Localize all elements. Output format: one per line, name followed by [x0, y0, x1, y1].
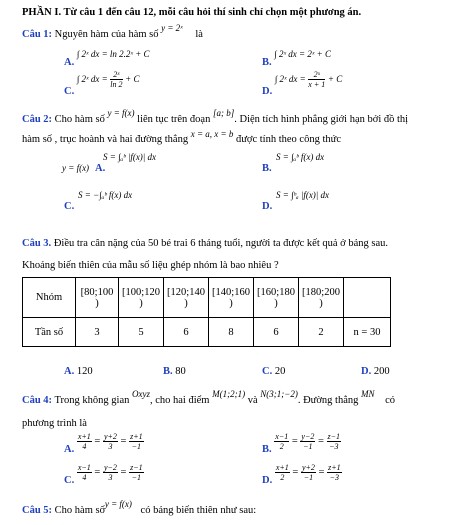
- table-header-cell: Nhóm: [23, 278, 76, 318]
- table-cell: 8: [209, 318, 254, 347]
- text: . Đường thẳng: [297, 395, 359, 406]
- table-cell: [160;180 ): [254, 278, 299, 318]
- q4-option-c[interactable]: C. $\frac{x-1}{4}$ = $\frac{y-2}{3}$ = $\frac{z-1}{-1}$: [64, 463, 143, 486]
- text: có bảng biến thiên như sau:: [140, 505, 257, 516]
- q1-option-a[interactable]: [64, 49, 150, 68]
- fraction: $\frac{x+1}{2}$: [275, 463, 289, 482]
- section-header: PHẦN I. Từ câu 1 đến câu 12, mỗi câu hỏi thí sinh chỉ chọn một phương án.: [22, 7, 362, 18]
- option-key: B.: [262, 163, 272, 174]
- option-key: B.: [262, 57, 272, 68]
- fraction: $\frac{z-1}{-3}$: [327, 432, 341, 451]
- option-key: D.: [262, 201, 273, 212]
- q1-option-b[interactable]: [262, 49, 331, 68]
- text: , cho hai điểm: [149, 395, 210, 406]
- option-key: A.: [95, 163, 106, 174]
- q3-option-d[interactable]: D. 200: [361, 366, 390, 377]
- math: N(3;1;−2): [260, 389, 298, 399]
- table-cell: 3: [76, 318, 119, 347]
- fraction: $\frac{\text{2ˣ}}{x + 1}$: [308, 70, 326, 89]
- option-key: D.: [262, 474, 273, 486]
- question-2-line-2: [22, 129, 341, 145]
- question-3-line-2: Khoảng biến thiên của mẫu số liệu ghép nhóm là bao nhiêu ?: [22, 260, 279, 271]
- q1-option-c[interactable]: [64, 70, 140, 97]
- option-expr: S = −∫ₐᵇ f(x) dx: [78, 190, 133, 200]
- table-row-groups: [23, 278, 391, 318]
- table-cell: 5: [119, 318, 164, 347]
- q2-option-d[interactable]: [262, 190, 329, 212]
- text: . Diện tích hình phẳng giới hạn bởi đồ thị: [234, 114, 409, 125]
- q3-option-a[interactable]: A. 120: [64, 366, 93, 377]
- option-expr: ∫ 2ˣ dx =: [274, 73, 306, 84]
- text: và: [247, 395, 258, 406]
- question-2-line-1: [22, 108, 409, 125]
- fraction: $\frac{y+2}{-1}$: [301, 463, 315, 482]
- option-key: A.: [64, 443, 75, 455]
- question-1-func: y = 2ˣ: [161, 23, 183, 33]
- table-cell: [140;160 ): [209, 278, 254, 318]
- question-1-tail: là: [195, 29, 203, 40]
- q4-option-b[interactable]: B. $\frac{x-1}{2}$ = $\frac{y-2}{-1}$ = $\frac{z-1}{-3}$: [262, 432, 341, 455]
- text: Trong không gian: [54, 395, 130, 406]
- table-cell: 6: [254, 318, 299, 347]
- text: Cho hàm số: [54, 114, 105, 125]
- math: y = f(x): [107, 108, 135, 118]
- math: y = f(x): [104, 499, 132, 509]
- fraction: $\frac{x+1}{4}$: [77, 432, 91, 451]
- question-1-label: Câu 1:: [22, 29, 53, 40]
- text: , trục hoành và hai đường thẳng: [54, 134, 189, 145]
- text: hàm số: [22, 134, 53, 145]
- math: MN: [361, 389, 375, 399]
- table-cell: [180;200 ): [299, 278, 344, 318]
- fraction: $\frac{x-1}{4}$: [77, 463, 91, 482]
- option-expr: S = ∫ᵇₐ |f(x)| dx: [276, 190, 330, 200]
- q2-option-b[interactable]: [262, 152, 324, 174]
- q4-option-d[interactable]: D. $\frac{x+1}{2}$ = $\frac{y+2}{-1}$ = $\frac{z+1}{-3}$: [262, 463, 341, 486]
- q1-option-d[interactable]: [262, 70, 343, 97]
- option-expr: ∫ 2ˣ dx = ln 2.2ˣ + C: [76, 49, 150, 59]
- fraction: $\frac{y-2}{-1}$: [301, 432, 315, 451]
- question-5: [22, 499, 257, 516]
- frequency-table: [22, 277, 391, 347]
- question-1-text: Nguyên hàm của hàm số: [54, 29, 159, 40]
- table-cell-total: n = 30: [344, 318, 391, 347]
- math: [a; b]: [212, 108, 235, 118]
- question-2-func: y = f(x): [62, 163, 90, 173]
- option-key: C.: [64, 85, 75, 97]
- option-expr: S = ∫ₐᵇ f(x) dx: [276, 152, 325, 162]
- question-3-line-1: [22, 238, 388, 249]
- table-cell: [80;100 ): [76, 278, 119, 318]
- math: Oxyz: [131, 389, 150, 399]
- table-row-frequency: [23, 318, 391, 347]
- text: được tính theo công thức: [235, 134, 341, 145]
- table-cell: 6: [164, 318, 209, 347]
- text: Điều tra cân nặng của 50 bé trai 6 tháng tuổi, người ta được kết quả ở bảng sau.: [53, 238, 389, 249]
- question-1: [22, 23, 203, 40]
- question-3-label: Câu 3.: [22, 238, 52, 249]
- question-5-label: Câu 5:: [22, 505, 53, 516]
- option-expr: S = ∫ₐᵇ |f(x)| dx: [103, 152, 157, 162]
- q2-option-a[interactable]: [95, 152, 157, 174]
- question-4-label: Câu 4:: [22, 395, 53, 406]
- question-4-line-1: [22, 389, 396, 406]
- math: M(1;2;1): [212, 389, 246, 399]
- text: có: [385, 395, 396, 406]
- fraction: $\frac{y-2}{3}$: [103, 463, 117, 482]
- table-cell: 2: [299, 318, 344, 347]
- fraction: $\frac{z+1}{-3}$: [328, 463, 341, 482]
- fraction: $\frac{z-1}{-1}$: [130, 463, 143, 482]
- q2-option-c[interactable]: [64, 190, 132, 212]
- table-cell: [100;120 ): [119, 278, 164, 318]
- q4-option-a[interactable]: A. $\frac{x+1}{4}$ = $\frac{y+2}{3}$ = $\frac{z+1}{-1}$: [64, 432, 143, 455]
- fraction: $\frac{\text{2ˣ}}{\ln 2}$: [110, 70, 123, 89]
- table-cell-empty: [344, 278, 391, 318]
- table-header-cell: Tần số: [23, 318, 76, 347]
- fraction: $\frac{y+2}{3}$: [103, 432, 117, 451]
- text: liên tục trên đoạn: [137, 114, 211, 125]
- option-key: B.: [262, 443, 272, 455]
- option-key: D.: [262, 85, 273, 97]
- question-2-label: Câu 2:: [22, 114, 53, 125]
- table-cell: [120;140 ): [164, 278, 209, 318]
- option-key: C.: [64, 201, 75, 212]
- option-key: C.: [64, 474, 75, 486]
- math: x = a, x = b: [190, 129, 234, 139]
- option-expr: ∫ 2ˣ dx =: [76, 73, 108, 84]
- q3-option-c[interactable]: C. 20: [262, 366, 286, 377]
- fraction: $\frac{x-1}{2}$: [275, 432, 289, 451]
- text: Cho hàm số: [54, 505, 105, 516]
- option-expr-tail: + C: [327, 73, 343, 84]
- option-expr-tail: + C: [125, 73, 140, 84]
- q3-option-b[interactable]: B. 80: [163, 366, 186, 377]
- question-4-line-2: phương trình là: [22, 418, 87, 429]
- option-expr: ∫ 2ˣ dx = 2ˣ + C: [274, 49, 331, 59]
- fraction: $\frac{z+1}{-1}$: [130, 432, 143, 451]
- option-key: A.: [64, 57, 75, 68]
